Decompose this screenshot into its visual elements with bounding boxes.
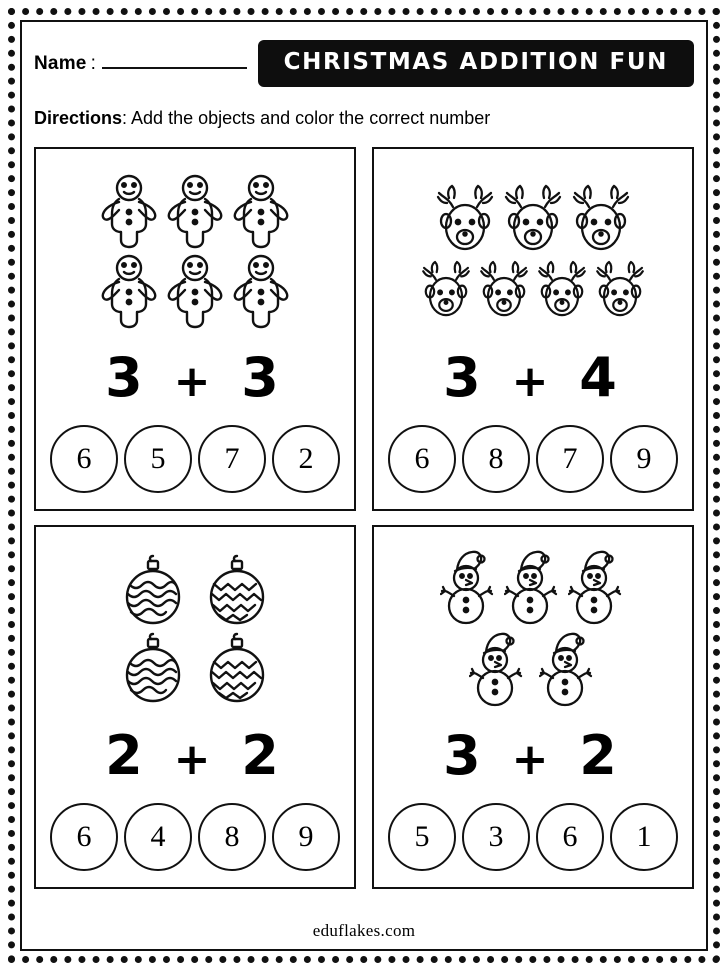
addend-2: 4 <box>579 346 623 409</box>
equation-2 <box>443 346 623 409</box>
ornament-icon <box>122 630 184 706</box>
directions-text: : Add the objects and color the correct number <box>122 108 491 128</box>
gingerbread-man-icon <box>164 252 226 330</box>
answer-choice[interactable]: 5 <box>124 425 192 493</box>
problems-grid <box>34 147 694 889</box>
addend-1: 3 <box>443 346 487 409</box>
addend-2: 2 <box>241 724 285 787</box>
answer-choice[interactable]: 7 <box>198 425 266 493</box>
object-group-snowman <box>382 539 684 719</box>
equation-1 <box>105 346 285 409</box>
problem-card-3 <box>34 525 356 889</box>
object-row <box>122 630 268 706</box>
equation-4 <box>443 724 623 787</box>
problem-card-1 <box>34 147 356 511</box>
answer-choice[interactable]: 3 <box>462 803 530 871</box>
snowman-icon <box>440 548 498 628</box>
reindeer-icon <box>419 257 473 321</box>
name-colon: : <box>90 53 96 74</box>
answer-choice[interactable]: 6 <box>388 425 456 493</box>
header <box>34 40 694 86</box>
problem-card-4 <box>372 525 694 889</box>
directions <box>34 108 694 129</box>
answer-choice[interactable]: 4 <box>124 803 192 871</box>
plus-sign: + <box>511 734 555 785</box>
snowman-icon <box>568 548 626 628</box>
name-label: Name <box>34 53 87 74</box>
reindeer-icon <box>433 181 497 255</box>
plus-sign: + <box>173 356 217 407</box>
name-input-line[interactable] <box>102 51 247 69</box>
plus-sign: + <box>511 356 555 407</box>
problem-card-2 <box>372 147 694 511</box>
answer-choice[interactable]: 1 <box>610 803 678 871</box>
name-field-group <box>34 51 247 75</box>
object-row <box>122 552 268 628</box>
equation-3 <box>105 724 285 787</box>
ornament-icon <box>206 552 268 628</box>
answer-choices-4 <box>388 803 678 871</box>
reindeer-icon <box>477 257 531 321</box>
object-row <box>433 181 633 255</box>
reindeer-icon <box>593 257 647 321</box>
addend-1: 2 <box>105 724 149 787</box>
answer-choice[interactable]: 8 <box>462 425 530 493</box>
answer-choices-2 <box>388 425 678 493</box>
reindeer-icon <box>535 257 589 321</box>
object-row <box>440 548 626 628</box>
snowman-icon <box>469 630 527 710</box>
addend-1: 3 <box>443 724 487 787</box>
footer-watermark: eduflakes.com <box>312 921 416 940</box>
snowman-icon <box>504 548 562 628</box>
ornament-icon <box>122 552 184 628</box>
object-row <box>469 630 597 710</box>
gingerbread-man-icon <box>230 172 292 250</box>
answer-choice[interactable]: 6 <box>50 425 118 493</box>
object-group-ornament <box>44 539 346 719</box>
object-group-gingerbread <box>44 161 346 341</box>
directions-label: Directions <box>34 108 123 128</box>
answer-choice[interactable]: 2 <box>272 425 340 493</box>
object-group-reindeer <box>382 161 684 341</box>
answer-choices-3 <box>50 803 340 871</box>
gingerbread-man-icon <box>230 252 292 330</box>
addend-1: 3 <box>105 346 149 409</box>
object-row <box>98 172 292 250</box>
object-row <box>419 257 647 321</box>
gingerbread-man-icon <box>98 172 160 250</box>
answer-choice[interactable]: 8 <box>198 803 266 871</box>
reindeer-icon <box>569 181 633 255</box>
gingerbread-man-icon <box>164 172 226 250</box>
worksheet-content <box>34 34 694 940</box>
page-title: CHRISTMAS ADDITION FUN <box>258 40 694 87</box>
answer-choice[interactable]: 6 <box>536 803 604 871</box>
ornament-icon <box>206 630 268 706</box>
addend-2: 2 <box>579 724 623 787</box>
answer-choice[interactable]: 9 <box>610 425 678 493</box>
answer-choice[interactable]: 9 <box>272 803 340 871</box>
addend-2: 3 <box>241 346 285 409</box>
gingerbread-man-icon <box>98 252 160 330</box>
answer-choice[interactable]: 7 <box>536 425 604 493</box>
answer-choices-1 <box>50 425 340 493</box>
answer-choice[interactable]: 6 <box>50 803 118 871</box>
snowman-icon <box>539 630 597 710</box>
plus-sign: + <box>173 734 217 785</box>
reindeer-icon <box>501 181 565 255</box>
answer-choice[interactable]: 5 <box>388 803 456 871</box>
object-row <box>98 252 292 330</box>
